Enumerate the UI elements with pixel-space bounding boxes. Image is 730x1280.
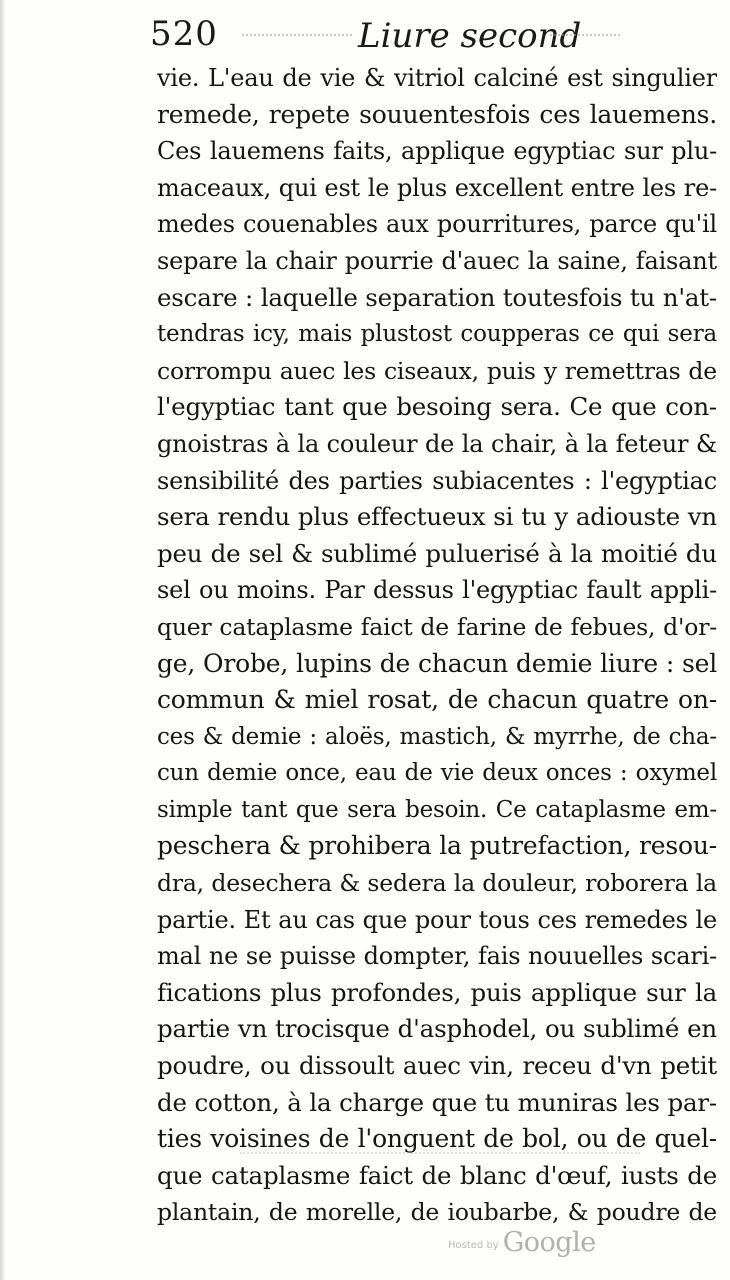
- text-line: partie. Et au cas que pour tous ces remedes le: [157, 905, 717, 934]
- text-line: gnoistras à la couleur de la chair, à la feteur &: [157, 429, 717, 458]
- text-line: ties voisines de l'onguent de bol, ou de quel-: [157, 1124, 717, 1154]
- text-line: separe la chair pourrie d'auec la saine, faisant: [157, 246, 717, 275]
- header-ink-noise-right: [550, 34, 620, 42]
- text-line: l'egyptiac tant que besoing sera. Ce que con-: [157, 392, 717, 422]
- text-line: sel ou moins. Par dessus l'egyptiac fault appli-: [157, 576, 717, 605]
- text-line: ge, Orobe, lupins de chacun demie liure : sel: [157, 648, 717, 678]
- bottom-ink-noise: [240, 1152, 640, 1164]
- text-line: tendras icy, mais plustost coupperas ce qui sera: [157, 321, 717, 348]
- page-header: [150, 8, 730, 58]
- text-line: medes couenables aux pourritures, parce qu'il: [157, 210, 717, 239]
- text-line: cun demie once, eau de vie deux onces : oxymel: [157, 760, 717, 787]
- text-line: sera rendu plus effectueux si tu y adiouste vn: [157, 502, 717, 532]
- running-head: Liure second: [358, 16, 582, 56]
- text-line: commun & miel rosat, de chacun quatre on-: [157, 685, 717, 715]
- text-line: corrompu auec les ciseaux, puis y remettras de: [157, 356, 717, 385]
- text-line: quer cataplasme faict de farine de febues, d'or-: [157, 612, 717, 641]
- text-line: fications plus profondes, puis applique sur la: [157, 977, 717, 1007]
- text-line: de cotton, à la charge que tu muniras les par-: [157, 1087, 717, 1117]
- watermark-hosted-by: Hosted by: [448, 1240, 499, 1251]
- text-line: ces & demie : aloës, mastich, & myrrhe, de cha-: [157, 723, 717, 750]
- text-line: sensibilité des parties subiacentes : l'egyptiac: [157, 466, 717, 495]
- text-line: poudre, ou dissoult auec vin, receu d'vn petit: [157, 1051, 717, 1081]
- text-line: peu de sel & sublimé puluerisé à la moitié du: [157, 538, 717, 568]
- body-text: [157, 60, 717, 1231]
- text-line: simple tant que sera besoin. Ce cataplasme em-: [157, 796, 717, 823]
- text-line: peschera & prohibera la putrefaction, resou-: [157, 831, 717, 861]
- page-number: 520: [150, 14, 218, 54]
- text-line: que cataplasme faict de blanc d'œuf, iusts de: [157, 1160, 717, 1190]
- text-line: plantain, de morelle, de ioubarbe, & poudre de: [157, 1198, 717, 1227]
- text-line: Ces lauemens faits, applique egyptiac sur plu-: [157, 137, 717, 166]
- text-line: maceaux, qui est le plus excellent entre les re-: [157, 173, 717, 202]
- text-line: escare : laquelle separation toutesfois tu n'at-: [157, 282, 717, 312]
- text-line: mal ne se puisse dompter, fais nouuelles scari-: [157, 942, 717, 971]
- scan-edge-shadow: [0, 0, 6, 1280]
- text-line: remede, repete souuentesfois ces lauemens.: [157, 99, 717, 129]
- header-ink-noise: [242, 34, 352, 42]
- text-line: partie vn trocisque d'asphodel, ou sublimé en: [157, 1014, 717, 1044]
- text-line: vie. L'eau de vie & vitriol calciné est singulier: [157, 64, 717, 92]
- google-watermark: [448, 1218, 596, 1258]
- text-line: dra, desechera & sedera la douleur, roborera la: [157, 869, 717, 898]
- google-logo: Google: [502, 1227, 596, 1258]
